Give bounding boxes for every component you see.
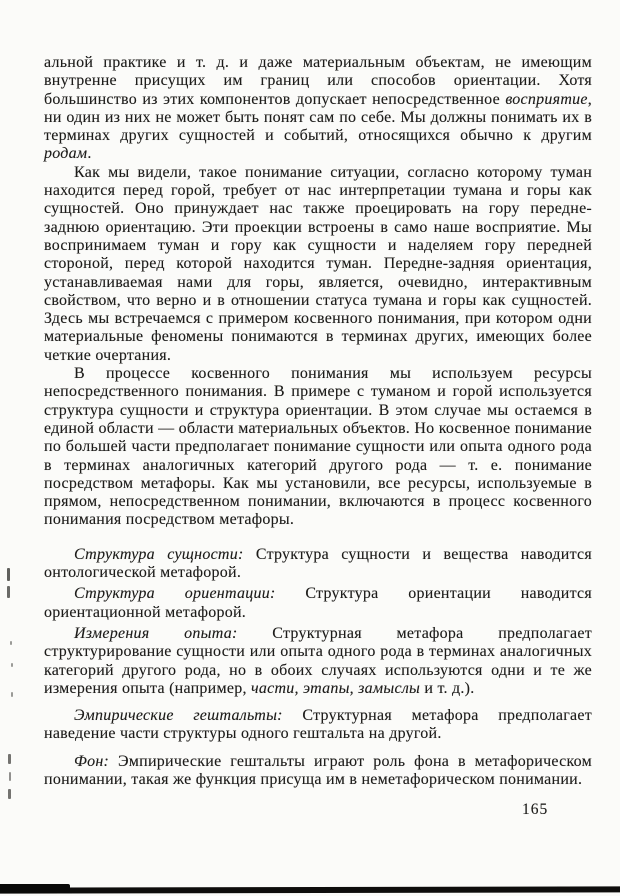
definition [44,625,592,698]
italic-text-segment: Структура сущности: [74,545,244,563]
text-segment: альной практике и т. д. и даже материальным объектам, не имеющим внутренне присущих им границ или способов ориентации. Хотя большинство из этих компонентов допускает непосредственное [44,54,592,108]
scan-artifact [7,568,10,581]
scan-artifact [11,663,13,667]
text-segment: В процессе косвенного понимания мы используем ресурсы непосредственного понимания. В примере с туманом и горой используется структура сущности и структура ориентации. В этом случае мы остаемся в единой области — области материальных объектов. Но косвенное понимание по большей части предполагает понимание сущности или опыта одного рода в терминах аналогичных категорий другого рода — т. е. понимание посредством метафоры. Как мы установили, все ресурсы, используемые в прямом, непосредственном понимании, включаются в процесс косвенного понимания посредством метафоры. [44,365,592,529]
text-segment: , ни один из них не может быть понят сам по себе. Мы должны понимать их в терминах других сущностей и событий, относящихся обычно к другим [44,90,592,145]
scan-artifact [9,772,11,781]
italic-text-segment: части, этапы, замыслы [250,679,421,697]
scan-artifact [8,754,11,764]
text-segment: Структура ориентации наводится ориентационной метафорой. [44,585,592,621]
definition [44,707,592,744]
page-number: 165 [522,801,549,818]
definition [44,546,592,583]
scan-edge-bar [0,886,620,893]
paragraph [44,365,592,530]
scan-artifact [11,692,13,697]
italic-text-segment: Фон: [74,752,110,770]
text-segment: и т. д.). [420,679,475,697]
text-segment: Структурная метафора предполагает структурирование сущности или опыта одного рода в терминах аналогичных категорий другого рода, но в обоих случаях используются одни и те же измерения опыта (например, [44,624,592,697]
text-segment: Структура сущности и вещества наводится онтологической метафорой. [44,545,592,582]
italic-text-segment: Эмпирические гештальты: [74,707,283,725]
scan-artifact [8,789,11,799]
paragraph [44,164,592,365]
definition [44,585,592,622]
italic-text-segment: восприятие [505,90,588,108]
text-segment: Структурная метафора предполагает наведение части структуры одного гештальта на другой. [44,707,592,743]
italic-text-segment: родам [44,145,88,163]
definition [44,753,592,790]
paragraph [44,54,592,164]
text-segment: Эмпирические гештальты играют роль фона в метафорическом понимании, такая же функция присуща им в неметафорическом понимании. [44,752,592,788]
scan-artifact [10,641,12,645]
italic-text-segment: Структура ориентации: [74,585,276,603]
body-text [44,54,592,789]
scan-artifact [7,586,10,598]
scan-edge-bar-left-cap [0,884,70,893]
italic-text-segment: Измерения опыта: [74,624,238,642]
text-segment: . [87,145,92,163]
text-segment: Как мы видели, такое понимание ситуации, согласно которому туман находится перед горой, требует от нас интерпретации тумана и горы как сущностей. Оно принуждает нас также проецировать на гору передне-заднюю ориентацию. Эти проекции встроены в само наше восприятие. Мы воспринимаем туман и гору как сущности и наделяем гору передней стороной, перед которой находится туман. Передне-задняя ориентация, устанавливаемая нами для горы, является, очевидно, интерактивным свойством, что верно и в отношении статуса тумана и горы как сущностей. Здесь мы встречаемся с примером косвенного понимания, при котором одни материальные феномены понимаются в терминах других, имеющих более четкие очертания. [44,163,592,364]
